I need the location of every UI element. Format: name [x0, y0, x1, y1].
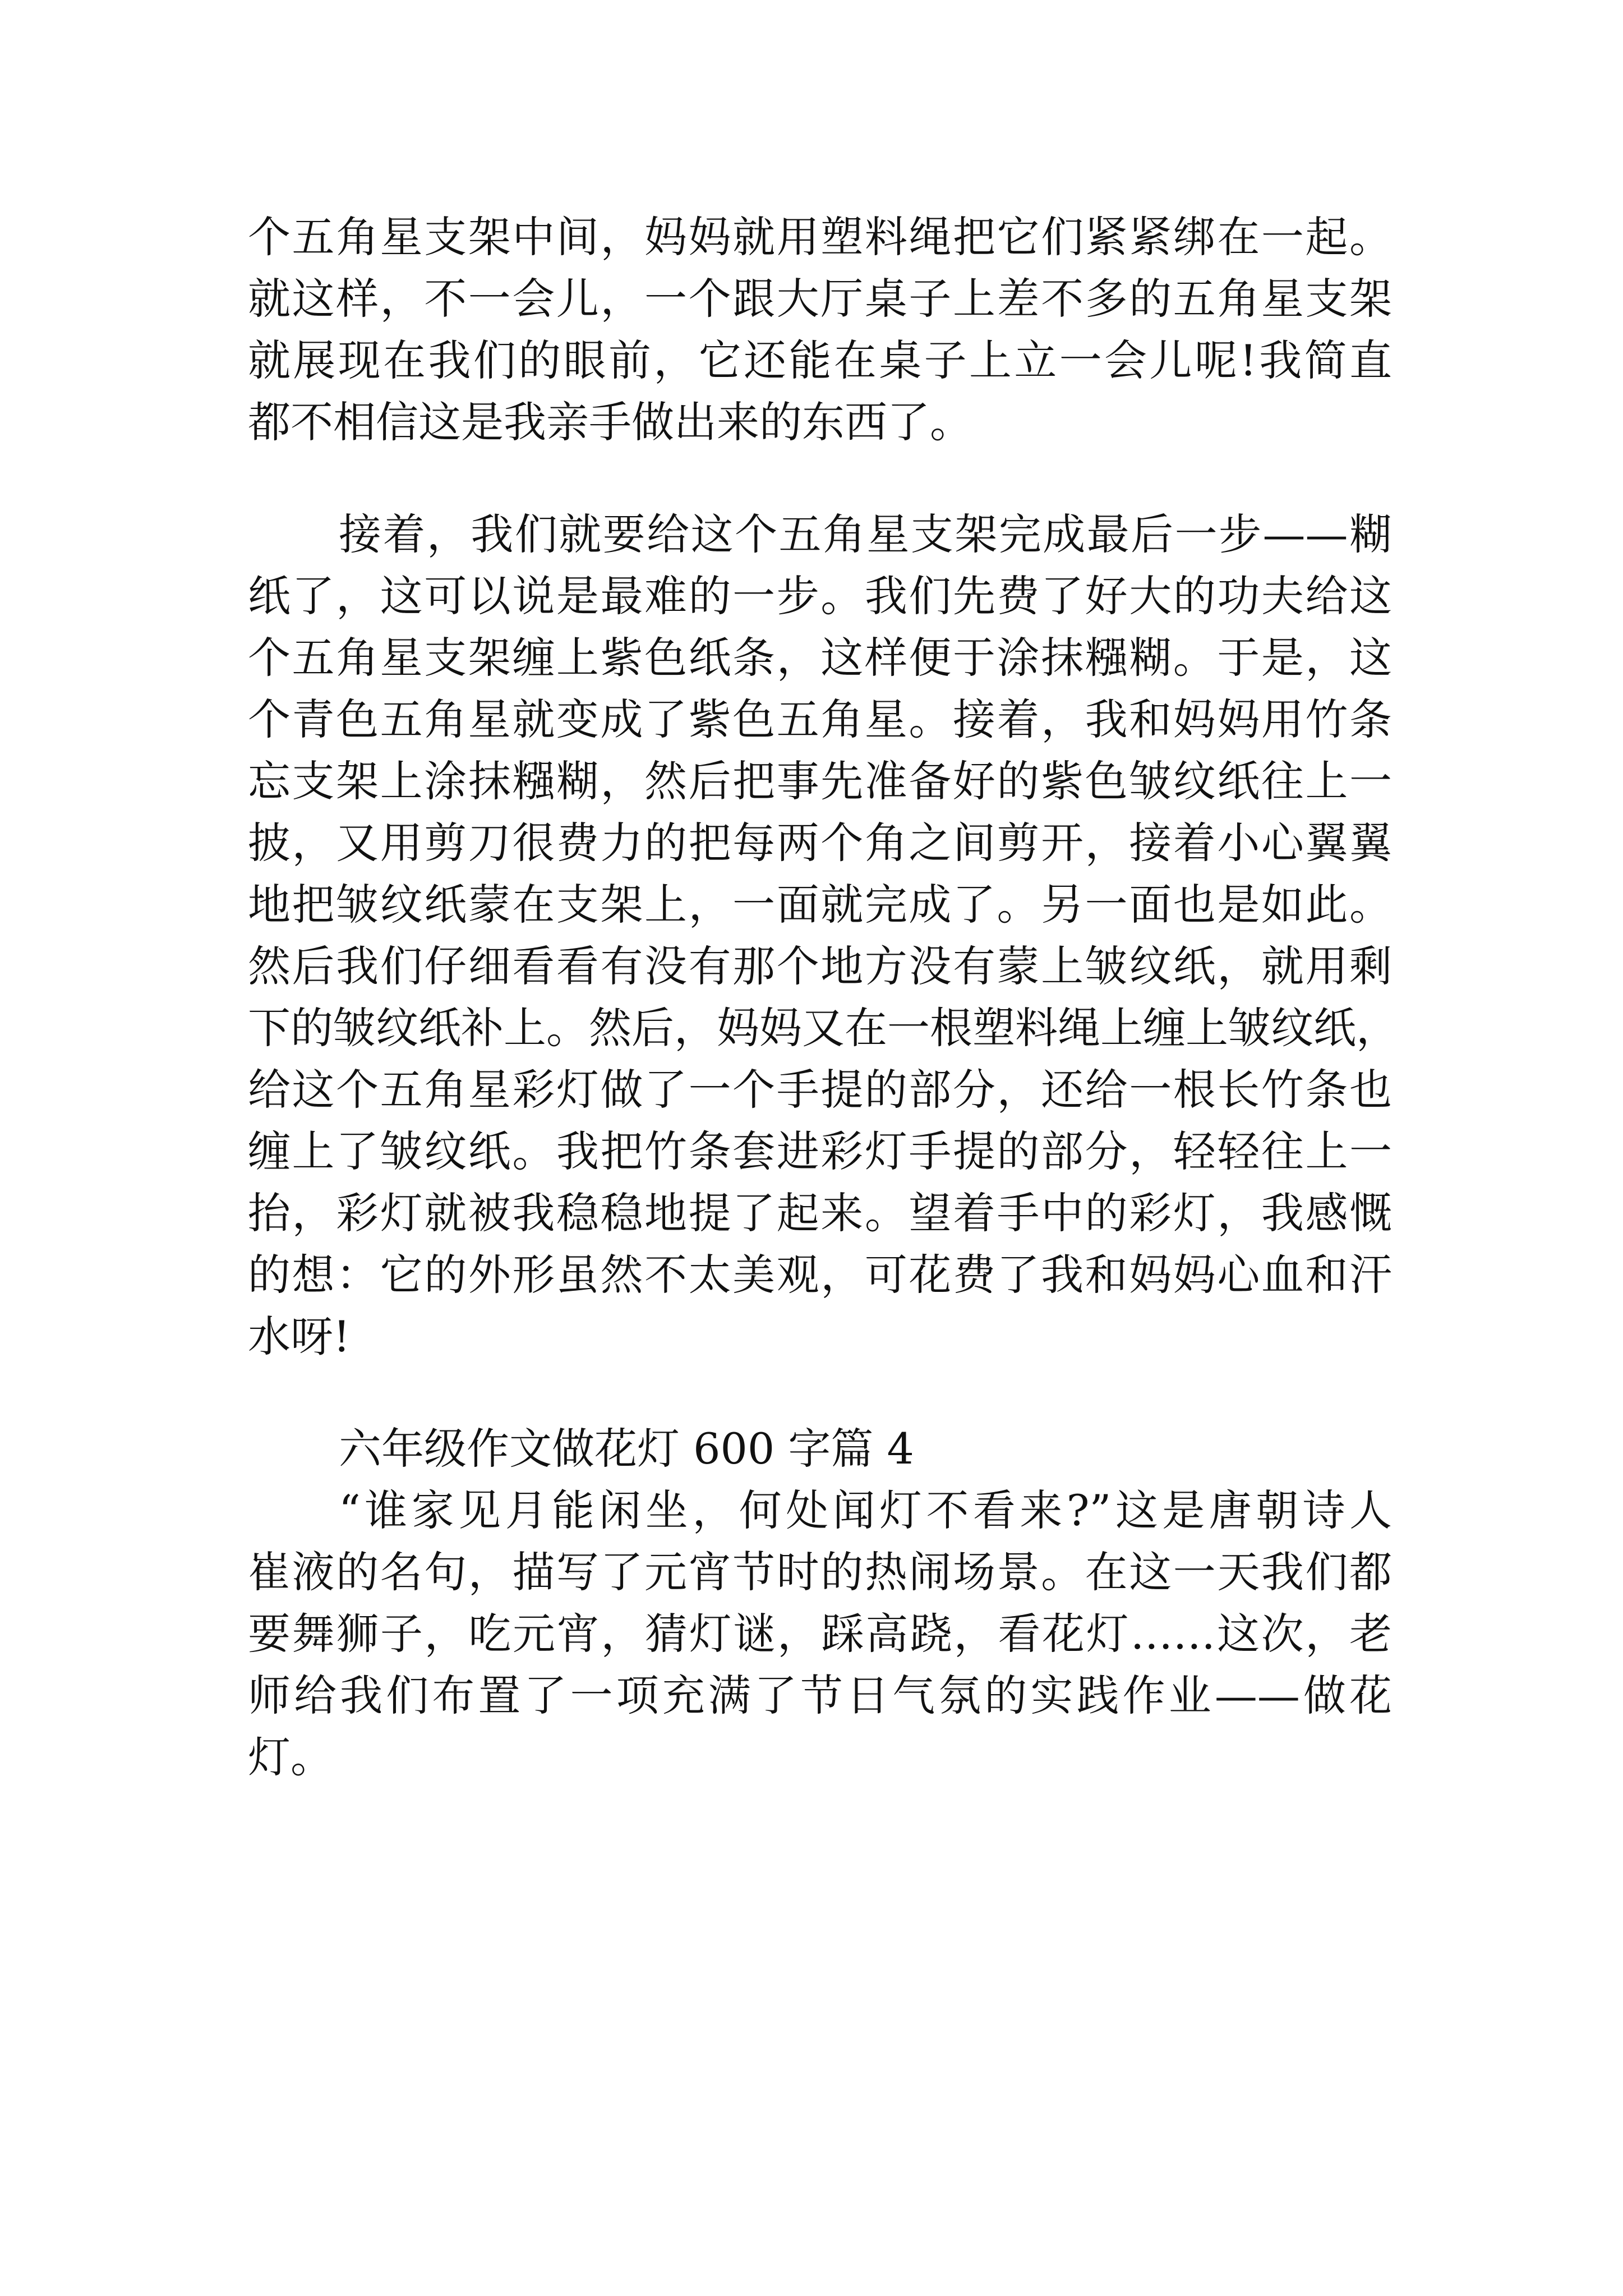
text-line: 师给我们布置了一项充满了节日气氛的实践作业——做花: [248, 1671, 1392, 1720]
text-line: 下的皱纹纸补上。然后，妈妈又在一根塑料绳上缠上皱纹纸，: [248, 1003, 1399, 1053]
text-line: 纸了，这可以说是最难的一步。我们先费了好大的功夫给这: [248, 571, 1392, 621]
text-line: 水呀!: [248, 1312, 351, 1361]
text-line: 忘支架上涂抹糨糊，然后把事先准备好的紫色皱纹纸往上一: [248, 756, 1392, 806]
text-line: 的想：它的外形虽然不太美观，可花费了我和妈妈心血和汗: [248, 1250, 1392, 1300]
text-line: 披，又用剪刀很费力的把每两个角之间剪开，接着小心翼翼: [248, 818, 1392, 868]
text-line: 然后我们仔细看看有没有那个地方没有蒙上皱纹纸，就用剩: [248, 941, 1392, 991]
text-line: 缠上了皱纹纸。我把竹条套进彩灯手提的部分，轻轻往上一: [248, 1126, 1392, 1176]
text-line: 灯。: [248, 1732, 333, 1782]
text-line: 个青色五角星就变成了紫色五角星。接着，我和妈妈用竹条: [248, 694, 1392, 744]
section-heading: 六年级作文做花灯 600 字篇 4: [339, 1424, 914, 1474]
text-line: 就这样，不一会儿，一个跟大厅桌子上差不多的五角星支架: [248, 274, 1392, 324]
text-line: 抬，彩灯就被我稳稳地提了起来。望着手中的彩灯，我感慨: [248, 1188, 1392, 1238]
text-line: 个五角星支架缠上紫色纸条，这样便于涂抹糨糊。于是，这: [248, 633, 1392, 683]
text-line: 给这个五角星彩灯做了一个手提的部分，还给一根长竹条也: [248, 1065, 1392, 1115]
text-line: 崔液的名句，描写了元宵节时的热闹场景。在这一天我们都: [248, 1547, 1392, 1597]
text-line: 个五角星支架中间，妈妈就用塑料绳把它们紧紧绑在一起。: [248, 212, 1392, 262]
text-line: 都不相信这是我亲手做出来的东西了。: [248, 397, 972, 447]
text-line: 地把皱纹纸蒙在支架上，一面就完成了。另一面也是如此。: [248, 880, 1392, 930]
text-line: 就展现在我们的眼前，它还能在桌子上立一会儿呢!我简直: [248, 335, 1392, 385]
text-line: 接着，我们就要给这个五角星支架完成最后一步——糊: [339, 509, 1392, 559]
text-line: “谁家见月能闲坐，何处闻灯不看来?”这是唐朝诗人: [339, 1485, 1392, 1535]
text-line: 要舞狮子，吃元宵，猜灯谜，踩高跷，看花灯……这次，老: [248, 1609, 1392, 1659]
